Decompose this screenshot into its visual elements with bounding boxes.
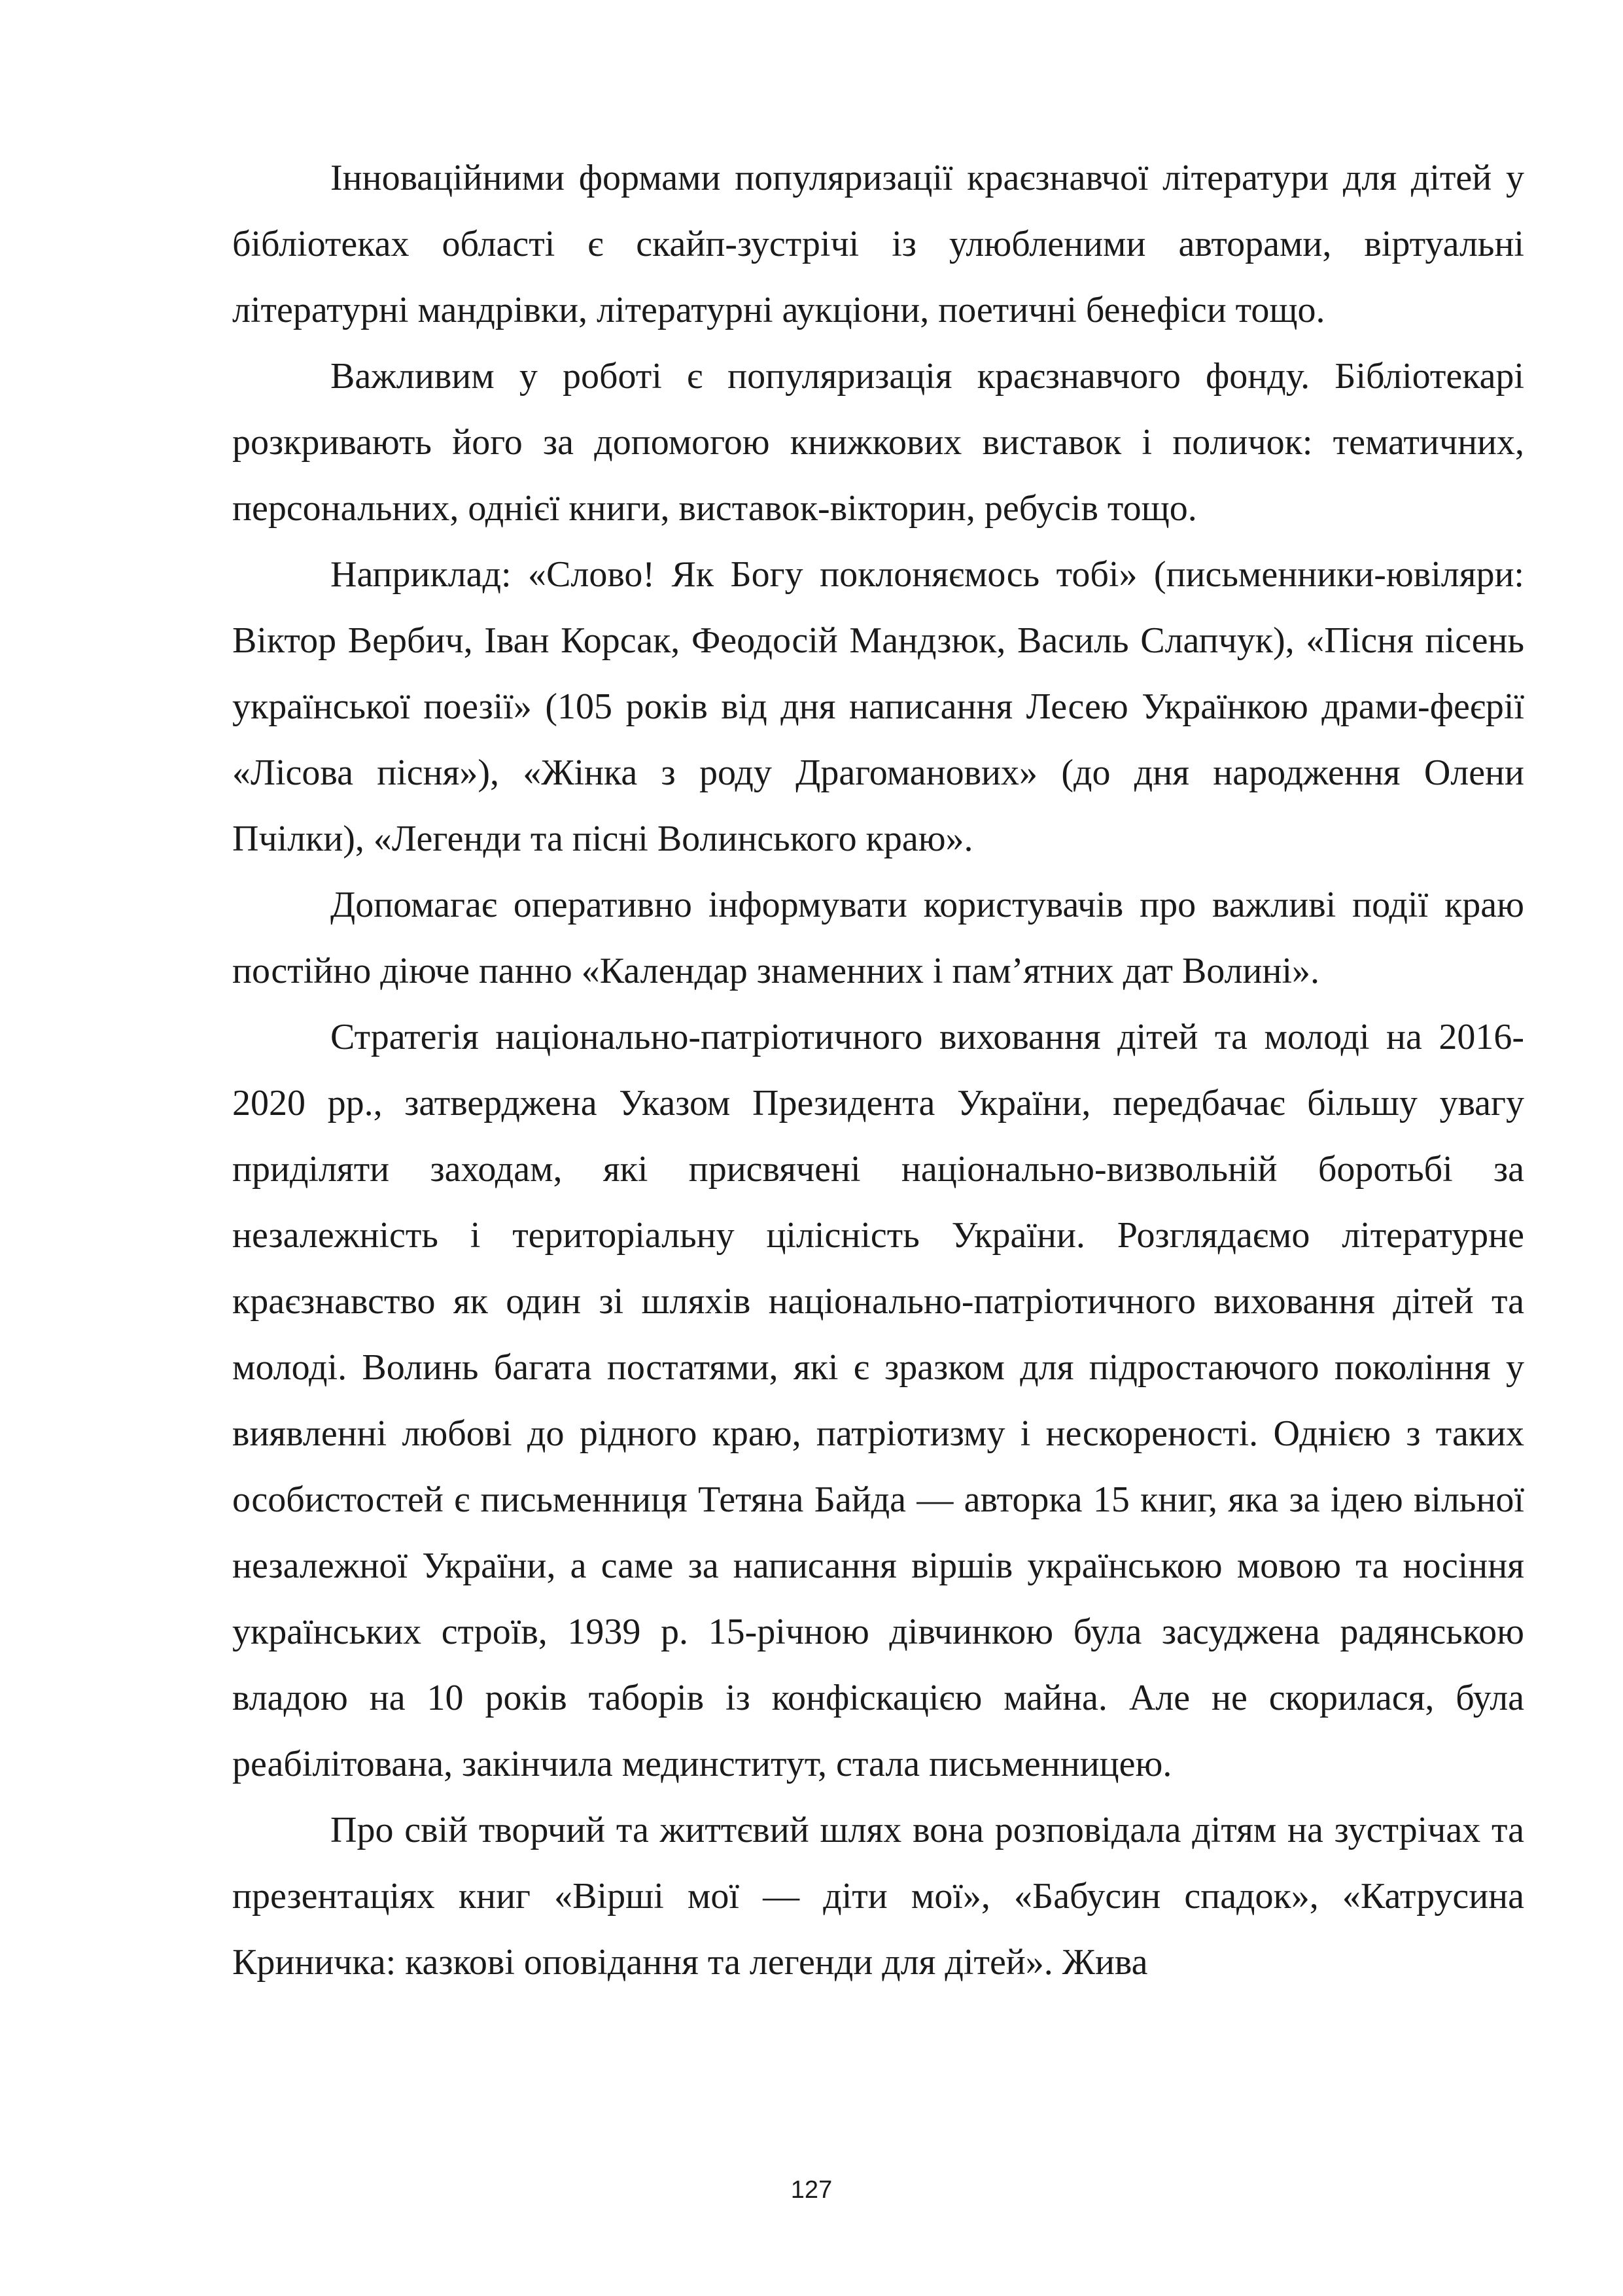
page-number: 127 [790, 2176, 833, 2204]
paragraph-calendar-panel: Допомагає оперативно інформувати користувачів про важливі події краю постійно діюче панно «Календар знаменних і пам’ятних дат Волині». [232, 885, 1524, 991]
paragraph-innovative-forms: Інноваційними формами популяризації краєзнавчої літератури для дітей у бібліотеках області є скайп-зустрічі із улюбленими авторами, віртуальні літературні мандрівки, літературні аукціони, поетичні бенефіси тощо. [232, 158, 1524, 330]
paragraph-patriotic-strategy: Стратегія національно-патріотичного виховання дітей та молоді на 2016-2020 рр., затверджена Указом Президента України, передбачає більшу увагу приділяти заходам, які присвячені національно-визвольній боротьбі за незалежність і територіальну цілісність України. Розглядаємо літературне краєзнавство як один зі шляхів національно-патріотичного виховання дітей та молоді. Волинь багата постатями, які є зразком для підростаючого покоління у виявленні любові до рідного краю, патріотизму і нескореності. Однією з таких особистостей є письменниця Тетяна Байда — авторка 15 книг, яка за ідею вільної незалежної України, а саме за написання віршів українською мовою та носіння українських строїв, 1939 р. 15-річною дівчинкою була засуджена радянською владою на 10 років таборів із конфіскацією майна. Але не скорилася, була реабілітована, закінчила мединститут, стала письменницею. [232, 1017, 1524, 1784]
body-text [232, 145, 1524, 1996]
paragraph-exhibition-examples: Наприклад: «Слово! Як Богу поклоняємось тобі» (письменники-ювіляри: Віктор Вербич, Іван Корсак, Феодосій Мандзюк, Василь Слапчук), «Пісня пісень української поезії» (105 років від дня написання Лесею Українкою драми-феєрії «Лісова пісня»), «Жінка з роду Драгоманових» (до дня народження Олени Пчілки), «Легенди та пісні Волинського краю». [232, 554, 1524, 859]
paragraph-author-meetings: Про свій творчий та життєвий шлях вона розповідала дітям на зустрічах та презентаціях книг «Вірші мої — діти мої», «Бабусин спадок», «Катрусина Криничка: казкові оповідання та легенди для дітей». Жива [232, 1810, 1524, 1983]
paragraph-local-history-fund: Важливим у роботі є популяризація краєзнавчого фонду. Бібліотекарі розкривають його за допомогою книжкових виставок і поличок: тематичних, персональних, однієї книги, виставок-вікторин, ребусів тощо. [232, 356, 1524, 529]
